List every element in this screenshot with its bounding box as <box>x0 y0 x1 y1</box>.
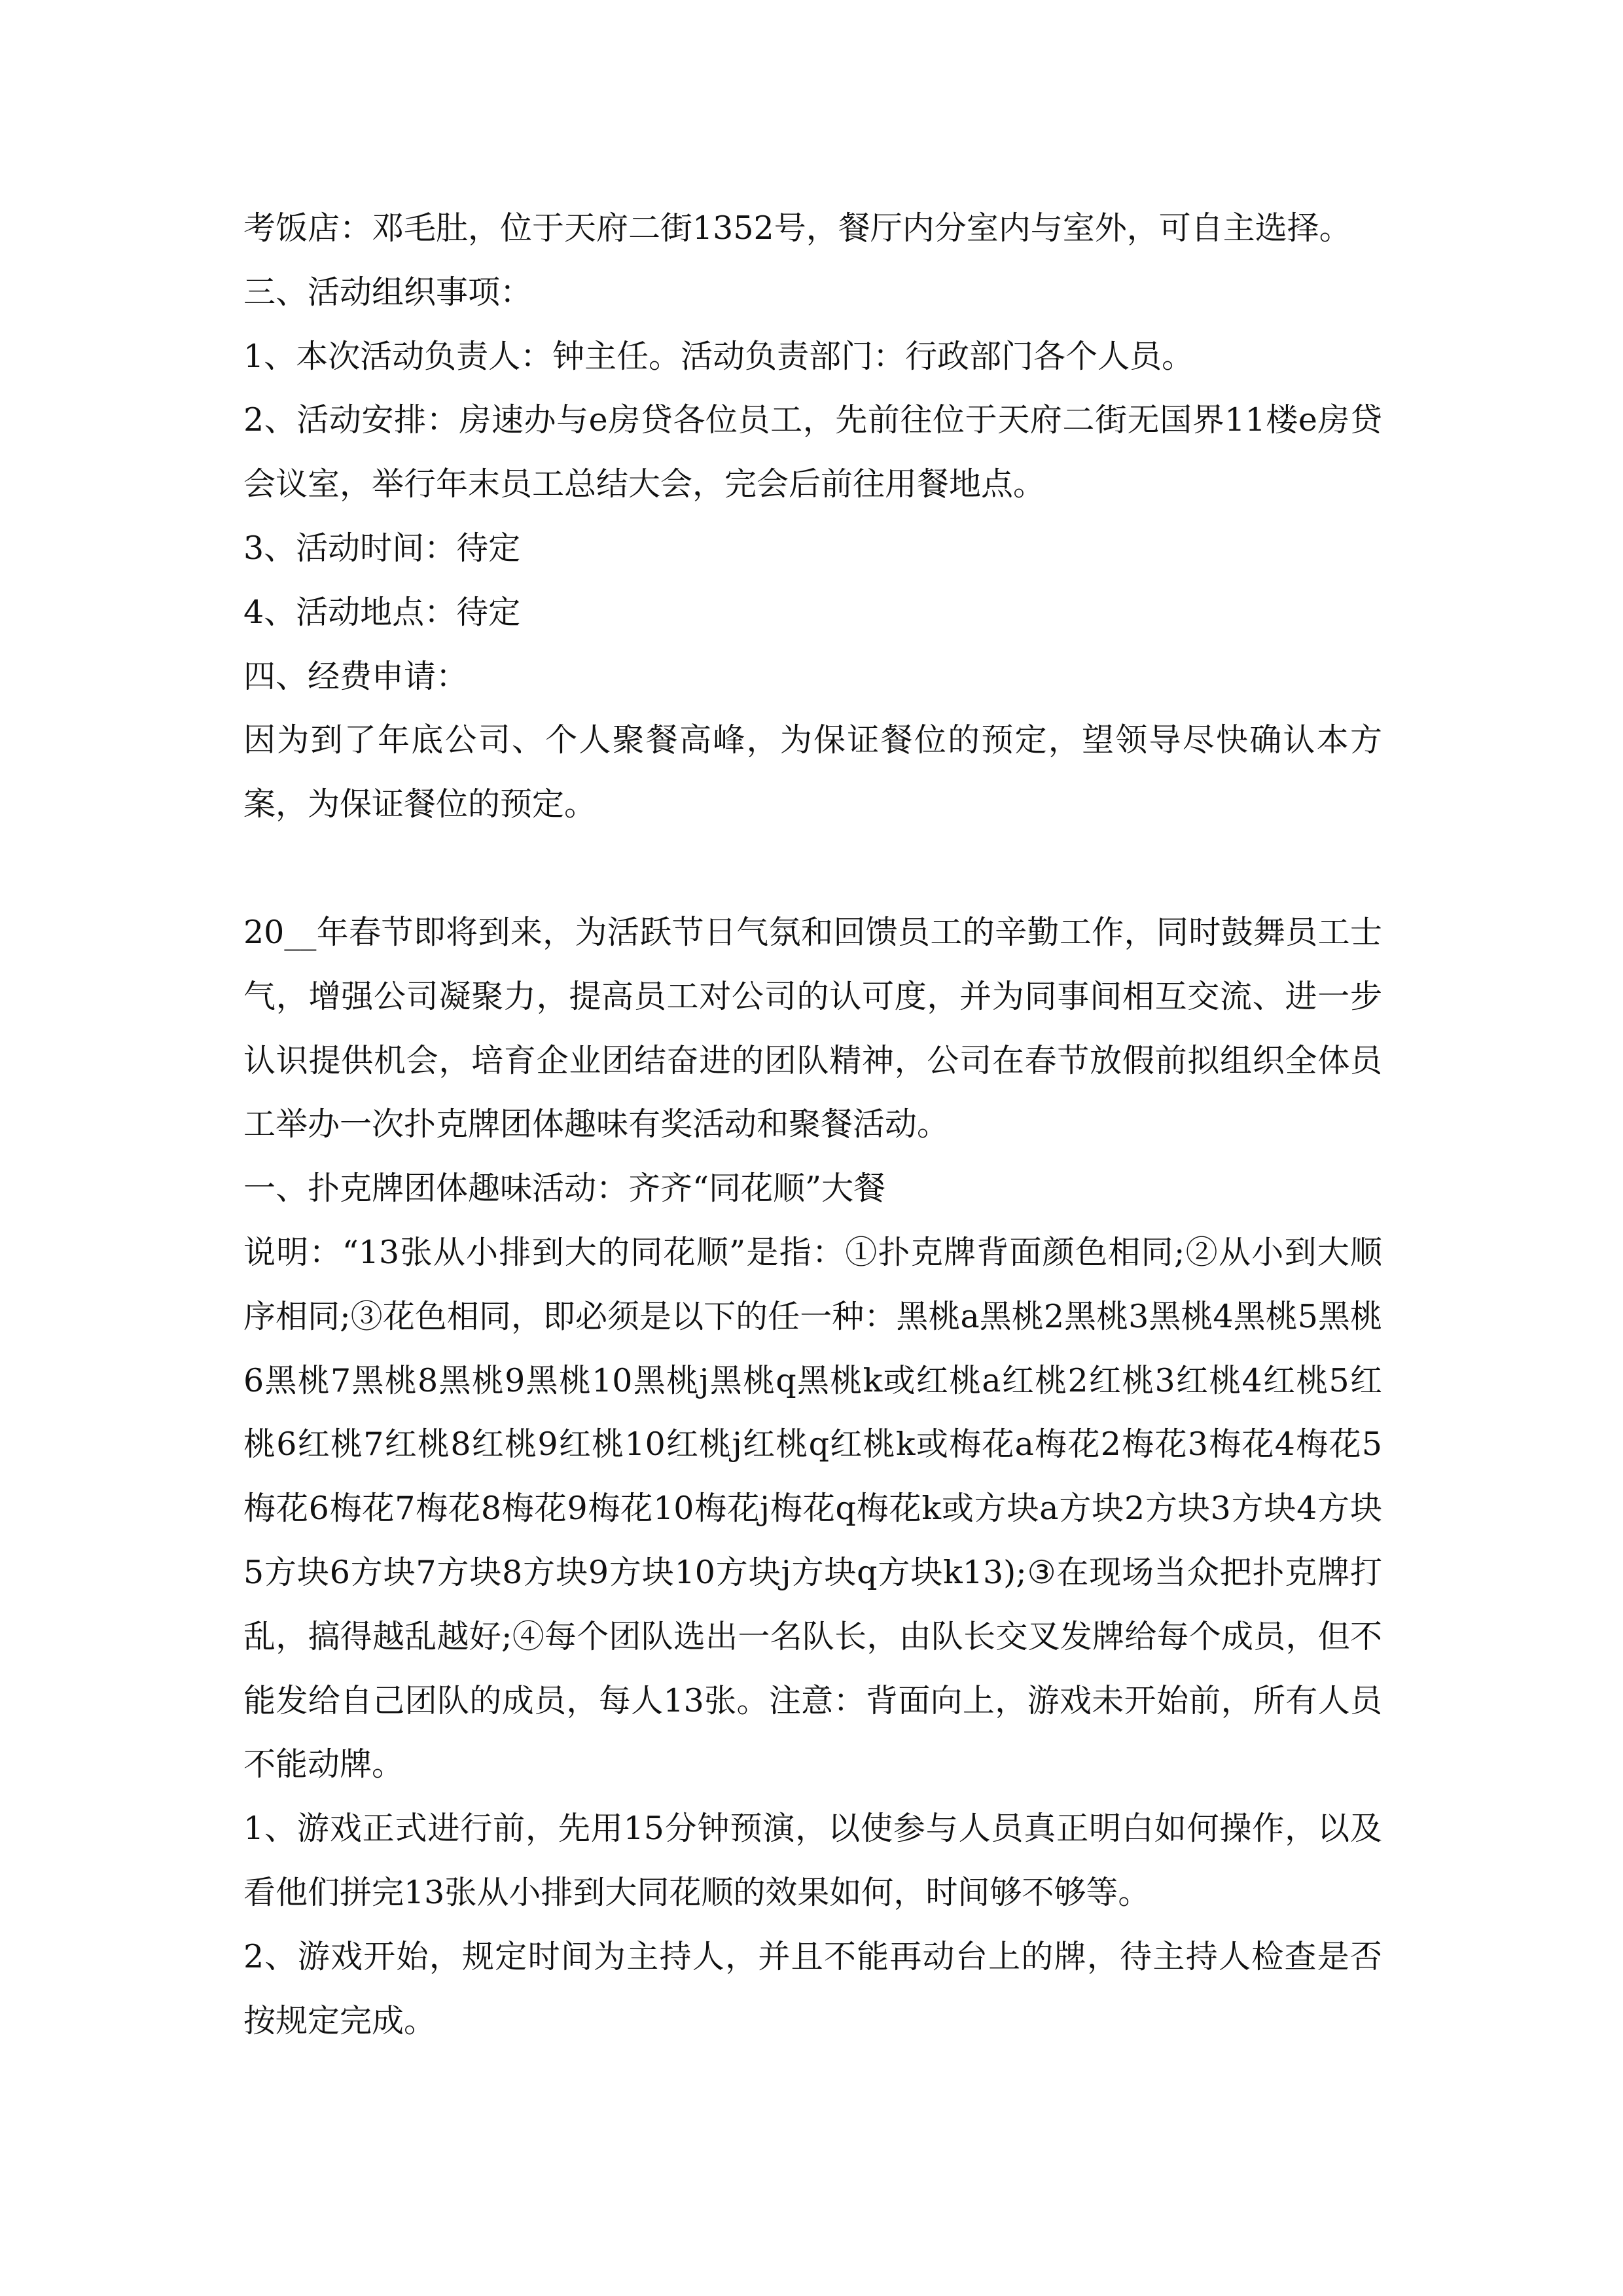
paragraph-person-in-charge: 1、本次活动负责人：钟主任。活动负责部门：行政部门各个人员。 <box>243 337 1194 375</box>
paragraph-explanation: 说明：“13张从小排到大的同花顺”是指：①扑克牌背面颜色相同;②从小到大顺序相同;③花色相同，即必须是以下的任一种：黑桃a黑桃2黑桃3黑桃4黑桃5黑桃6黑桃7黑桃8黑桃9黑桃10黑桃j黑桃q黑桃k或红桃a红桃2红桃3红桃4红桃5红桃6红桃7红桃8红桃9红桃10红桃j红桃q红桃k或梅花a梅花2梅花3梅花4梅花5梅花6梅花7梅花8梅花9梅花10梅花j梅花q梅花k或方块a方块2方块3方块4方块5方块6方块7方块8方块9方块10方块j方块q方块k13);③在现场当众把扑克牌打乱，搞得越乱越好;④每个团队选出一名队长，由队长交叉发牌给每个成员，但不能发给自己团队的成员，每人13张。注意：背面向上，游戏未开始前，所有人员不能动牌。 <box>243 1233 1382 1784</box>
section-gap <box>243 836 1382 901</box>
paragraph-step-1: 1、游戏正式进行前，先用15分钟预演，以使参与人员真正明白如何操作，以及看他们拼完13张从小排到大同花顺的效果如何，时间够不够等。 <box>243 1810 1382 1911</box>
paragraph-budget: 因为到了年底公司、个人聚餐高峰，为保证餐位的预定，望领导尽快确认本方案，为保证餐位的预定。 <box>243 721 1382 823</box>
paragraph-restaurant: 考饭店：邓毛肚，位于天府二街1352号，餐厅内分室内与室外，可自主选择。 <box>243 209 1351 247</box>
paragraph-arrangement: 2、活动安排：房速办与e房贷各位员工，先前往位于天府二街无国界11楼e房贷会议室，举行年末员工总结大会，完会后前往用餐地点。 <box>243 401 1382 503</box>
document-body <box>243 196 1382 2053</box>
paragraph-step-2: 2、游戏开始，规定时间为主持人，并且不能再动台上的牌，待主持人检查是否按规定完成。 <box>243 1937 1382 2039</box>
heading-budget: 四、经费申请： <box>243 657 469 695</box>
paragraph-intro: 20__年春节即将到来，为活跃节日气氛和回馈员工的辛勤工作，同时鼓舞员工士气，增强公司凝聚力，提高员工对公司的认可度，并为同事间相互交流、进一步认识提供机会，培育企业团结奋进的团队精神，公司在春节放假前拟组织全体员工举办一次扑克牌团体趣味有奖活动和聚餐活动。 <box>243 913 1382 1143</box>
paragraph-time: 3、活动时间：待定 <box>243 529 521 567</box>
paragraph-location: 4、活动地点：待定 <box>243 593 521 631</box>
heading-organization: 三、活动组织事项： <box>243 273 533 311</box>
heading-poker-activity: 一、扑克牌团体趣味活动：齐齐“同花顺”大餐 <box>243 1170 886 1208</box>
